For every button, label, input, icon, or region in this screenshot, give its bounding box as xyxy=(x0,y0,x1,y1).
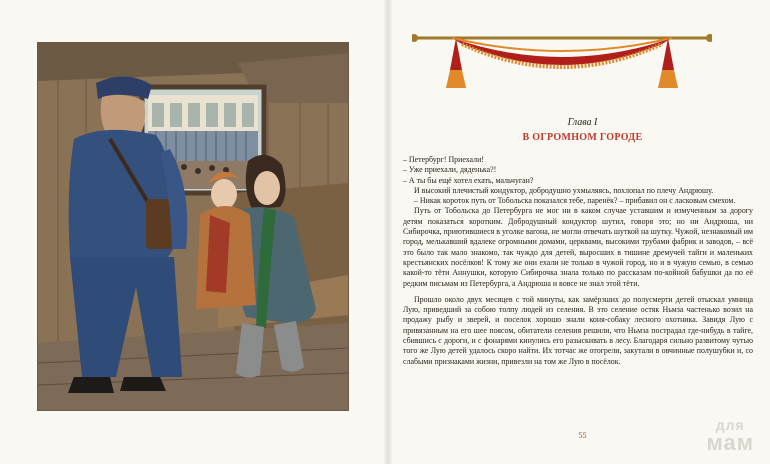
paragraph: – А ты бы ещё хотел ехать, мальчуган? xyxy=(403,175,534,185)
paragraph: Прошло около двух месяцев с той минуты, как замёрзших до полусмерти детей отыскал умница Лую, приведший за собою толпу людей из селения. В это селение остяк Ньмза частенько возил на продажу рыбу и зверей, и поселок хорошо знали коня-собаку лесного охотника. Завидя Лую с привязанным на его шее поясом, обитатели селения решили, что Ньмза пострадал где-нибудь в тайге, сбившись с дороги, и с фонарями кинулись его разыскивать в лесу. Благодаря сильно развитому чутью того же Лую детей удалось скоро найти. Их тотчас же отогрели, закутали в овчинные полушубки и, со слабыми признаками жизни, привезли на том же Лую в посёлок. xyxy=(403,294,753,366)
paragraph: И высокий плечистый кондуктор, добродушно ухмыляясь, похлопал по плечу Андрюшу. xyxy=(414,185,714,195)
paragraph: – Никак короток путь от Тобольска показался тебе, паренёк? – прибавил он с ласковым смехом. xyxy=(414,196,736,206)
page-number: 55 xyxy=(578,431,587,440)
chapter-title: В ОГРОМНОМ ГОРОДЕ xyxy=(522,132,643,143)
illustration-train-car xyxy=(37,42,349,411)
watermark-bottom: мам xyxy=(706,430,754,455)
drapery-ornament xyxy=(412,30,712,100)
paragraph: – Уже приехали, дяденька?! xyxy=(403,165,497,175)
chapter-body xyxy=(403,155,753,367)
paragraph: Путь от Тобольска до Петербурга не мог ни в каком случае уставшим и измученным за дорогу детям показаться коротким. Добродушный кондуктор шутил, говоря это; но ни Андрюша, ни Сибирочка, приютившиеся в уголке вагона, не могли отвечать шуткой на шутку. Чужой, незнакомый им город, мелькавший вдалеке огромными домами, церквами, высокими трубами фабрик и заводов, – всё это было так мало знакомо, так чуждо для детей, выросших в тишине дремучей тайги и маленьких крестьянских посёлков! К тому же они ехали не только в чужой город, но и в чужую семью, в семью какой-то тёти Аннушки, которую Сибирочка знала только по рассказам по-койной бабушки да по её редким письмам из Петербурга, а Андрюша и вовсе не знал этой тёти. xyxy=(403,206,753,288)
text-page xyxy=(395,0,770,464)
watermark-logo xyxy=(707,418,755,454)
paragraph: – Петербург! Приехали! xyxy=(403,155,484,164)
watermark-top: для xyxy=(715,417,745,433)
chapter-label: Глава I xyxy=(567,117,598,128)
book-gutter xyxy=(383,0,393,464)
